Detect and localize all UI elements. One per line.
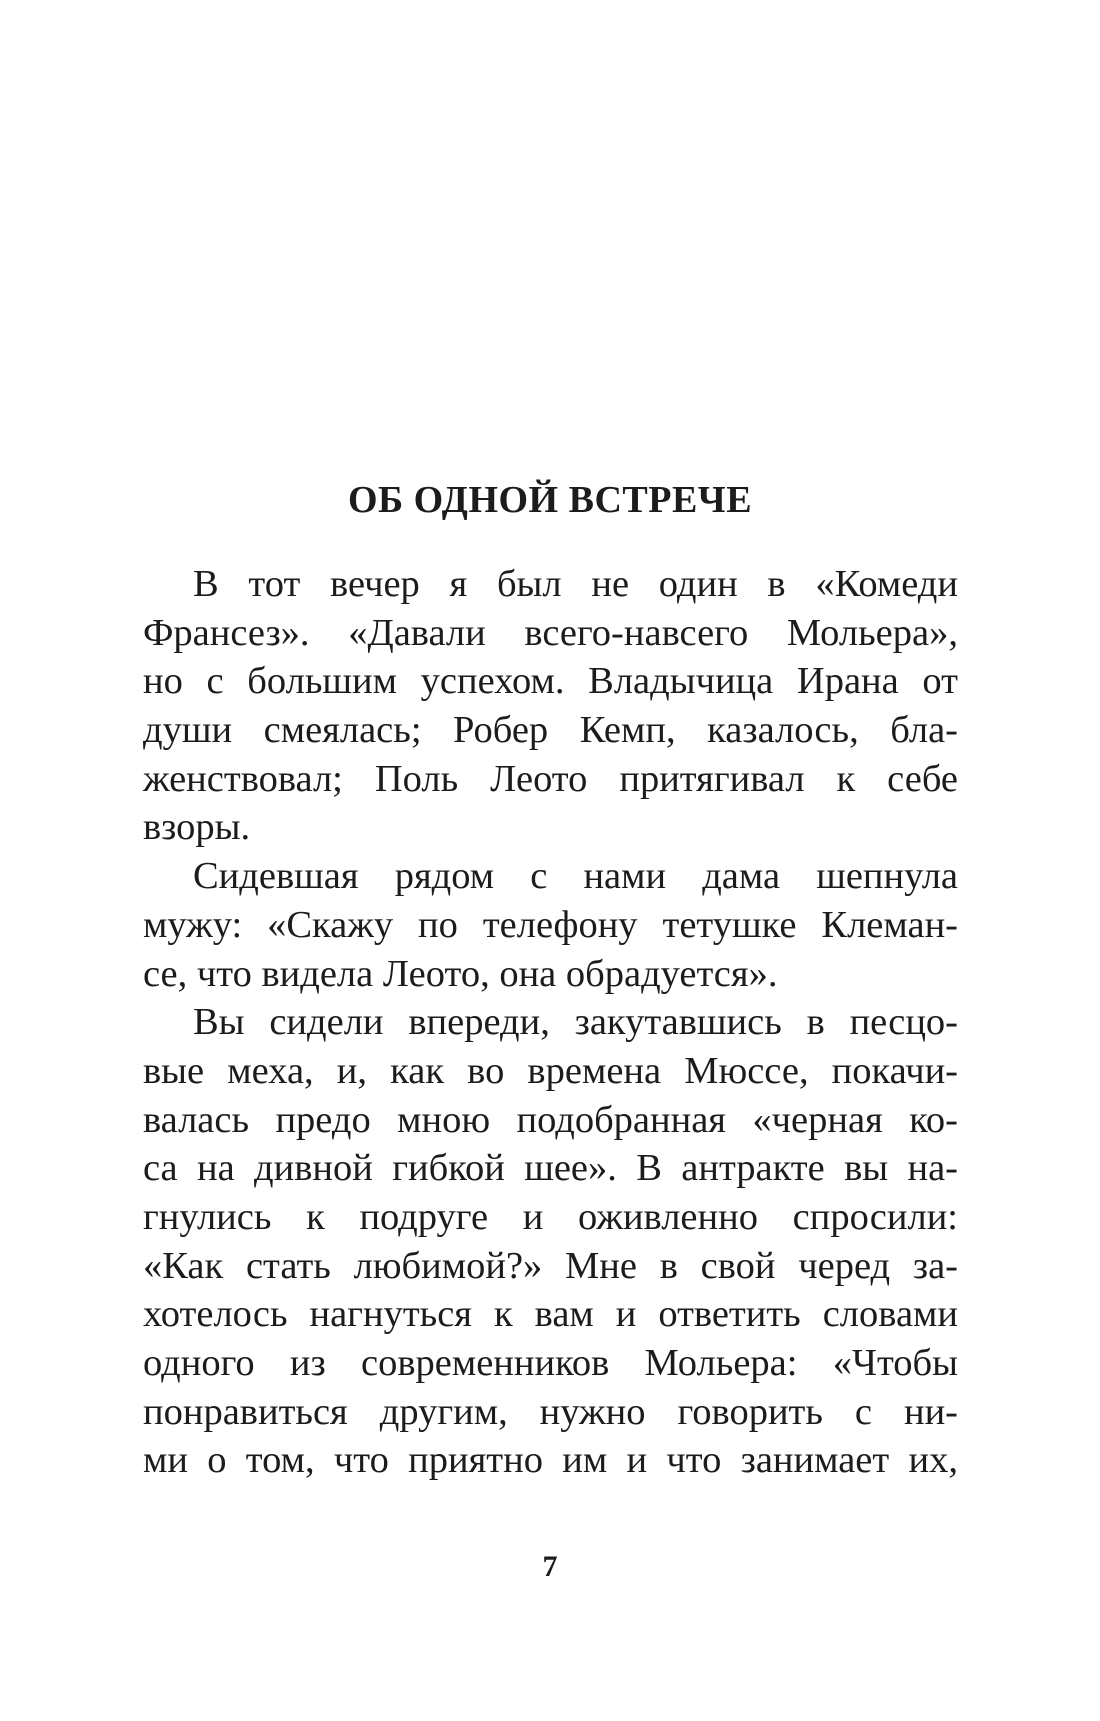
text-line: Франсез». «Давали всего-навсего Мольера», <box>143 611 958 654</box>
text-line: гнулись к подруге и оживленно спросили: <box>143 1195 958 1238</box>
page-number: 7 <box>542 1550 558 1583</box>
chapter-title: ОБ ОДНОЙ ВСТРЕЧЕ <box>347 479 753 521</box>
text-line: са на дивной гибкой шее». В антракте вы на- <box>143 1147 958 1190</box>
text-line: «Как стать любимой?» Мне в свой черед за- <box>143 1244 958 1287</box>
text-line: женствовал; Поль Леото притягивал к себе <box>143 757 958 800</box>
text-line: валась предо мною подобранная «черная ко- <box>143 1098 958 1141</box>
body-text <box>143 560 958 1485</box>
text-line: одного из современников Мольера: «Чтобы <box>143 1342 958 1384</box>
text-line: мужу: «Скажу по телефону тетушке Клеман- <box>143 903 958 946</box>
text-line: Вы сидели впереди, закутавшись в песцо- <box>193 1001 958 1044</box>
text-line: но с большим успехом. Владычица Ирана от <box>143 660 958 703</box>
text-line: ми о том, что приятно им и что занимает их, <box>143 1439 958 1482</box>
text-line: понравиться другим, нужно говорить с ни- <box>143 1390 958 1433</box>
text-line: Сидевшая рядом с нами дама шепнула <box>193 855 958 898</box>
text-line: взоры. <box>143 806 251 849</box>
text-line: В тот вечер я был не один в «Комеди <box>193 563 958 605</box>
text-line: души смеялась; Робер Кемп, казалось, бла- <box>143 709 958 752</box>
text-line: вые меха, и, как во времена Мюссе, покачи- <box>143 1049 958 1092</box>
text-line: хотелось нагнуться к вам и ответить словами <box>143 1293 958 1336</box>
text-line: се, что видела Леото, она обрадуется». <box>143 952 778 995</box>
